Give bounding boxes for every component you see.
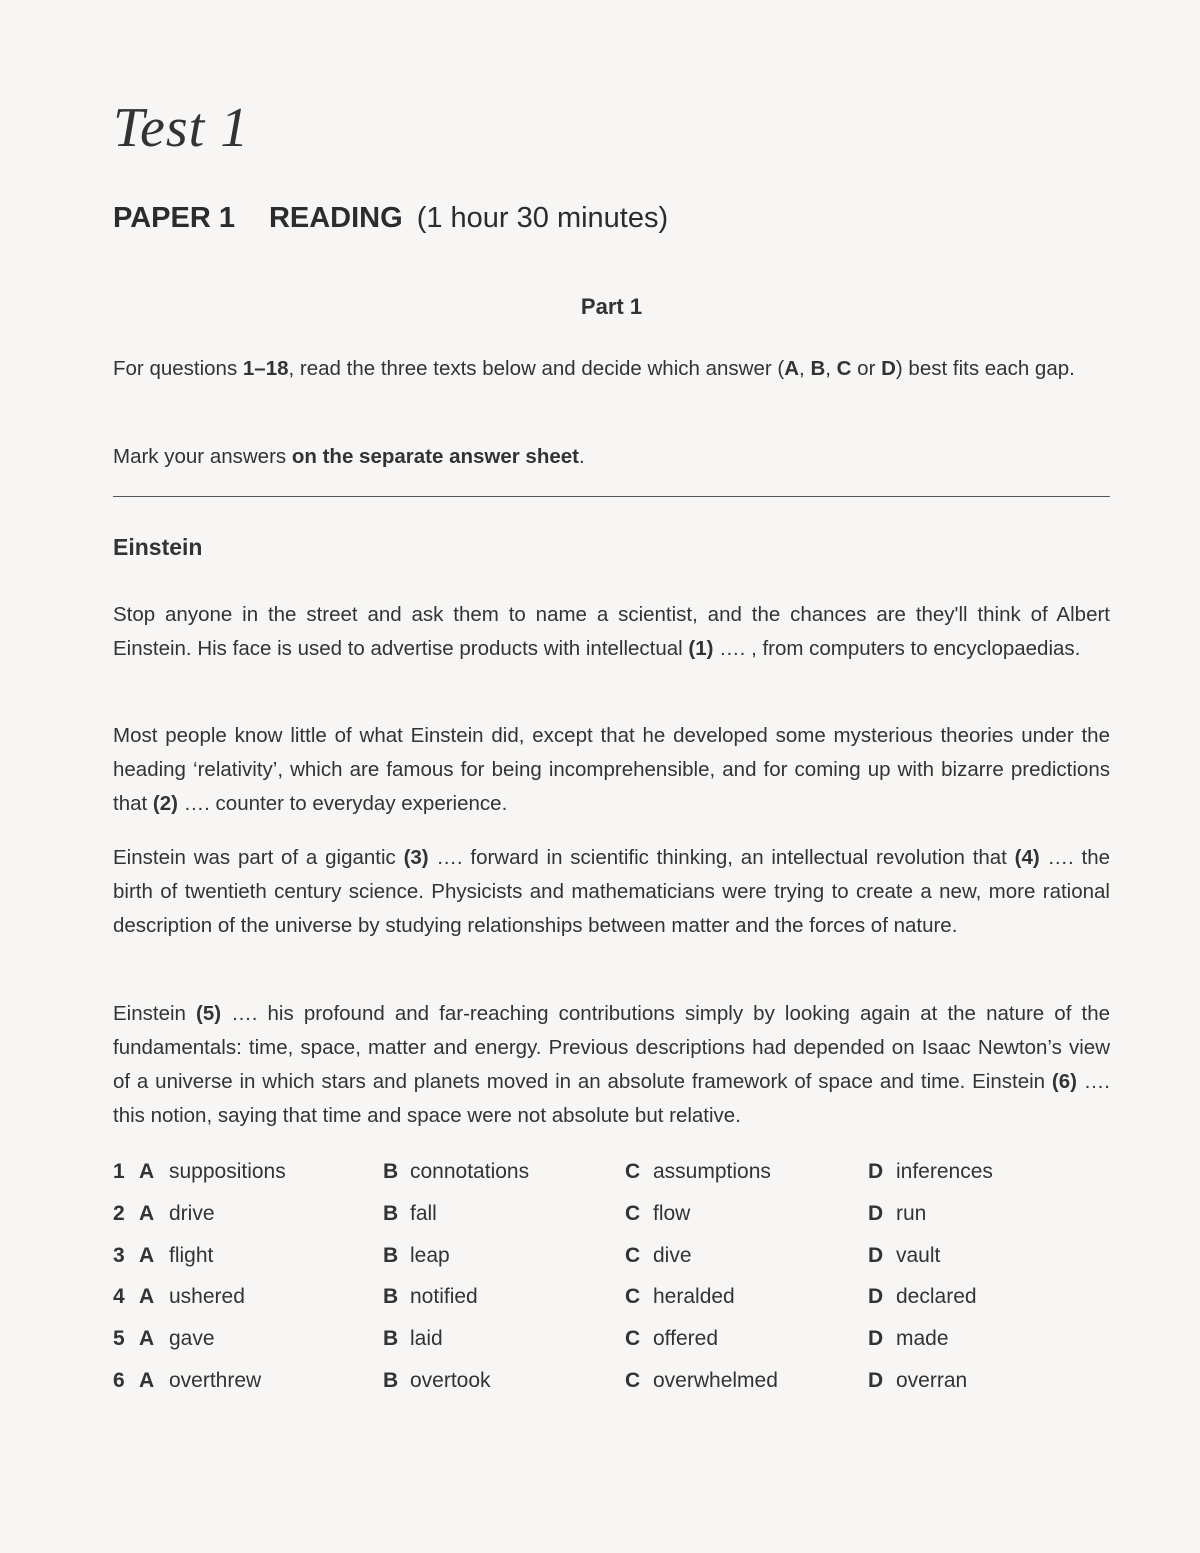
option-b: notified [410,1285,478,1309]
paper-duration: (1 hour 30 minutes) [416,202,669,234]
option-letter-a: A [139,1243,155,1267]
option-c: heralded [653,1285,735,1309]
instructions-text: , [799,357,811,380]
option-letter: A [784,357,800,380]
option-d: run [896,1201,927,1225]
option-a: overthrew [169,1368,262,1392]
paragraph-text: …. the birth of twentieth century science. Physicists and mathematicians were trying to create a new, more rational description of the universe by studying relationships between matter and the forces of nature. [113,846,1110,937]
option-letter-d: D [868,1201,884,1225]
option-letter-b: B [383,1201,399,1225]
instructions-text: or [851,357,882,380]
question-row [113,1369,1110,1411]
option-letter-c: C [625,1201,641,1225]
question-range: 1–18 [242,357,289,380]
option-letter-c: C [625,1243,641,1267]
option-a: flight [169,1243,214,1267]
option-letter: B [810,357,826,380]
option-a: ushered [169,1285,245,1309]
option-letter-d: D [868,1243,884,1267]
option-b: leap [410,1243,450,1267]
question-number: 5 [113,1327,125,1351]
question-row [113,1160,1110,1202]
instructions-text: , [825,357,837,380]
gap-marker: (4) [1014,846,1040,869]
gap-marker: (5) [196,1002,222,1025]
paragraph-3 [113,841,1110,943]
option-letter-c: C [625,1285,641,1309]
option-letter-a: A [139,1327,155,1351]
question-row [113,1285,1110,1327]
paragraph-2 [113,719,1110,821]
option-letter-b: B [383,1285,399,1309]
option-letter-c: C [625,1368,641,1392]
option-a: drive [169,1201,215,1225]
test-title: Test 1 [113,97,250,159]
instructions-text: , read the three texts below and decide which answer ( [288,357,785,380]
instructions-text: ) best fits each gap. [895,357,1075,380]
option-a: suppositions [169,1160,286,1183]
paragraph-text: …. , from computers to encyclopaedias. [713,637,1081,660]
instructions-text: Mark your answers [113,445,292,468]
option-c: assumptions [653,1160,771,1183]
option-c: offered [653,1327,718,1351]
section-divider [113,496,1110,497]
option-letter-d: D [868,1160,884,1183]
option-b: laid [410,1327,443,1351]
option-letter-d: D [868,1368,884,1392]
option-b: connotations [410,1160,530,1183]
option-b: fall [410,1201,437,1225]
option-letter-a: A [139,1160,155,1183]
paper-number: PAPER 1 [113,202,235,234]
option-c: overwhelmed [653,1368,778,1392]
answer-sheet-emphasis: on the separate answer sheet [291,445,579,468]
question-row [113,1202,1110,1244]
gap-marker: (1) [688,637,714,660]
question-row [113,1244,1110,1286]
gap-marker: (2) [152,792,178,815]
question-number: 3 [113,1243,125,1267]
paragraph-text: …. forward in scientific thinking, an intellectual revolution that [428,846,1015,869]
text-title: Einstein [113,534,203,560]
answer-options [113,1160,1110,1411]
option-letter: C [836,357,852,380]
option-d: made [896,1327,949,1351]
paper-name: READING [268,202,403,234]
question-number: 2 [113,1201,125,1225]
gap-marker: (6) [1051,1070,1077,1093]
option-letter-b: B [383,1327,399,1351]
instructions-text: For questions [113,357,243,380]
paragraph-1 [113,598,1110,666]
option-letter-d: D [868,1327,884,1351]
gap-marker: (3) [403,846,429,869]
paragraph-text: Einstein [113,1002,197,1025]
part-title: Part 1 [580,294,643,319]
option-letter-a: A [139,1201,155,1225]
paragraph-text: …. his profound and far-reaching contributions simply by looking again at the nature of the fundamentals: time, space, matter and energy. Previous descriptions had depended on Isaac Newton’s view of a universe in which stars and planets moved in an absolute framework of space and time. Einstein [113,1002,1110,1093]
question-number: 6 [113,1368,125,1392]
option-a: gave [169,1327,215,1351]
option-letter-d: D [868,1285,884,1309]
option-d: overran [896,1368,968,1392]
option-c: flow [653,1201,691,1225]
paragraph-text: Most people know little of what Einstein did, except that he developed some mysterious theories under the heading ‘relativity’, which are famous for being incomprehensible, and for coming up with bizarre predictions that [113,724,1110,815]
option-letter-b: B [383,1243,399,1267]
question-number: 4 [113,1285,125,1309]
option-d: vault [896,1243,941,1267]
paper-heading [113,202,668,235]
option-b: overtook [410,1368,491,1392]
option-letter-c: C [625,1327,641,1351]
question-row [113,1327,1110,1369]
instructions-text: . [578,445,585,468]
paragraph-text: Stop anyone in the street and ask them to name a scientist, and the chances are they'll think of Albert Einstein. His face is used to advertise products with intellectual [113,603,1110,660]
option-d: declared [896,1285,977,1309]
option-d: inferences [896,1160,993,1183]
option-letter-a: A [139,1285,155,1309]
question-number: 1 [113,1160,125,1183]
paragraph-text: …. this notion, saying that time and space were not absolute but relative. [113,1070,1110,1127]
option-letter-a: A [139,1368,155,1392]
paragraph-text: …. counter to everyday experience. [177,792,508,815]
paragraph-4 [113,997,1110,1133]
option-letter-b: B [383,1160,399,1183]
paragraph-text: Einstein was part of a gigantic [113,846,404,869]
mark-answers-instruction [113,445,585,469]
option-letter: D [881,357,896,380]
option-letter-c: C [625,1160,641,1183]
option-letter-b: B [383,1368,399,1392]
option-c: dive [653,1243,692,1267]
instructions [113,353,1110,384]
